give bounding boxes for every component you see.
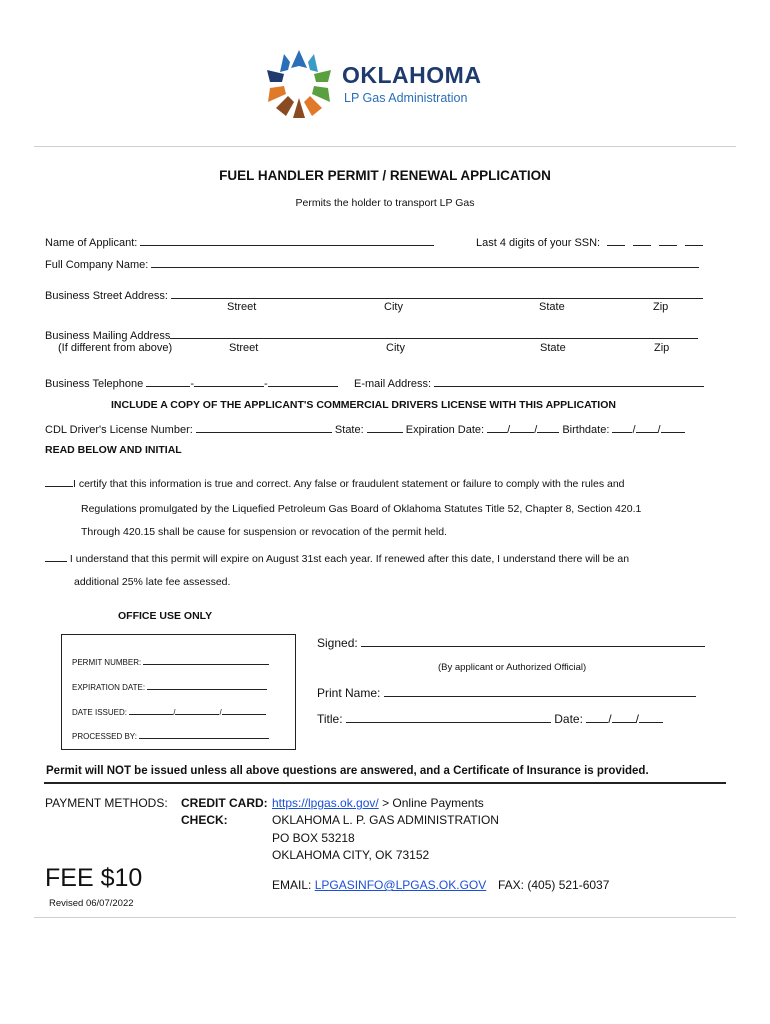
expire-initial-field[interactable] — [45, 551, 67, 562]
birth-day[interactable] — [636, 422, 658, 433]
zip-caption: Zip — [653, 301, 669, 313]
date-label: Date: — [554, 712, 583, 726]
page-subtitle: Permits the holder to transport LP Gas — [295, 197, 475, 209]
mailing-zip-caption: Zip — [654, 342, 670, 354]
page-title: FUEL HANDLER PERMIT / RENEWAL APPLICATION — [219, 168, 551, 183]
birth-year[interactable] — [661, 422, 685, 433]
cdl-exp-year[interactable] — [537, 422, 559, 433]
fee-amount: FEE $10 — [45, 864, 143, 892]
email-field[interactable] — [434, 376, 704, 387]
box-permit-row — [72, 657, 269, 667]
box-processed-label: PROCESSED BY: — [72, 732, 137, 741]
office-use-heading: OFFICE USE ONLY — [118, 610, 213, 622]
print-field[interactable] — [384, 686, 696, 697]
email-contact-row — [272, 878, 486, 892]
company-field[interactable] — [151, 257, 699, 268]
include-notice: INCLUDE A COPY OF THE APPLICANT'S COMMERCIAL DRIVERS LICENSE WITH THIS APPLICATION — [111, 399, 616, 411]
warning-divider — [44, 782, 726, 784]
expire-initial-row — [45, 551, 629, 565]
signed-row — [317, 636, 705, 650]
print-row — [317, 686, 696, 700]
cdl-expiration-label: Expiration Date: — [405, 424, 485, 436]
cdl-label: CDL Driver's License Number: — [45, 424, 193, 436]
state-caption: State — [539, 301, 565, 313]
ssn-digit-field[interactable] — [685, 235, 703, 246]
print-label: Print Name: — [317, 686, 381, 700]
box-issued-row: DATE ISSUED: / / — [72, 707, 266, 717]
name-row — [45, 235, 434, 249]
check-address-3: OKLAHOMA CITY, OK 73152 — [272, 848, 430, 862]
bottom-divider — [34, 917, 736, 918]
revised-date: Revised 06/07/2022 — [49, 898, 134, 909]
phone-prefix-field[interactable] — [194, 376, 264, 387]
check-label: CHECK: — [181, 813, 228, 827]
cdl-state-label: State: — [334, 424, 364, 436]
mailing-label: Business Mailing Address — [45, 330, 171, 342]
cdl-state-field[interactable] — [367, 422, 403, 433]
phone-area-field[interactable] — [146, 376, 190, 387]
box-expiration-label: EXPIRATION DATE: — [72, 683, 146, 692]
date-day[interactable] — [612, 712, 636, 723]
phone-line-field[interactable] — [268, 376, 338, 387]
box-permit-label: PERMIT NUMBER: — [72, 658, 142, 667]
warning-text: Permit will NOT be issued unless all above questions are answered, and a Certificate of Insurance is provided. — [46, 765, 649, 777]
credit-card-row — [272, 796, 484, 810]
phone-label: Business Telephone — [45, 378, 144, 390]
street-field[interactable] — [171, 288, 703, 299]
street-label: Business Street Address: — [45, 290, 168, 302]
company-label: Full Company Name: — [45, 259, 149, 271]
mailing-city-caption: City — [386, 342, 405, 354]
check-address-2: PO BOX 53218 — [272, 831, 355, 845]
mailing-state-caption: State — [540, 342, 566, 354]
cert-line-1: I certify that this information is true and correct. Any false or fraudulent statement or failure to comply with the rules and — [73, 478, 625, 490]
mailing-street-caption: Street — [229, 342, 259, 354]
birthdate-label: Birthdate: — [562, 424, 610, 436]
signed-note: (By applicant or Authorized Official) — [438, 662, 587, 673]
cert-initial-field[interactable] — [45, 476, 73, 487]
payment-link[interactable]: https://lpgas.ok.gov/ — [272, 796, 379, 810]
phone-row: Business Telephone - - — [45, 376, 338, 390]
box-issued-day[interactable] — [175, 707, 219, 715]
date-year[interactable] — [639, 712, 663, 723]
oklahoma-star-icon — [262, 48, 336, 120]
ssn-row — [476, 235, 703, 249]
logo-sub: LP Gas Administration — [344, 91, 468, 105]
cdl-exp-month[interactable] — [487, 422, 507, 433]
cdl-exp-day[interactable] — [510, 422, 534, 433]
cert-initial-row — [45, 476, 625, 490]
email-row — [354, 376, 704, 390]
street-row — [45, 288, 703, 302]
mailing-row — [45, 328, 698, 342]
ssn-label: Last 4 digits of your SSN: — [476, 237, 601, 249]
name-field[interactable] — [140, 235, 434, 246]
online-payments-text: > Online Payments — [382, 796, 484, 810]
top-divider — [34, 146, 736, 147]
expire-line-1: I understand that this permit will expire on August 31st each year. If renewed after this date, I understand there will be an — [69, 553, 630, 565]
box-processed-row — [72, 731, 269, 741]
box-issued-month[interactable] — [129, 707, 173, 715]
credit-card-label: CREDIT CARD: — [181, 796, 268, 810]
cert-line-3: Through 420.15 shall be cause for suspension or revocation of the permit held. — [81, 526, 447, 538]
payment-methods-label: PAYMENT METHODS: — [45, 796, 168, 810]
signed-field[interactable] — [361, 636, 705, 647]
box-issued-label: DATE ISSUED: — [72, 708, 127, 717]
company-row — [45, 257, 699, 271]
cert-line-2: Regulations promulgated by the Liquefied Petroleum Gas Board of Oklahoma Statutes Title 52, Chapter 8, Section 420.1 — [81, 503, 642, 515]
expire-line-2: additional 25% late fee assessed. — [74, 576, 231, 588]
read-below-heading: READ BELOW AND INITIAL — [45, 444, 182, 456]
ssn-digit-field[interactable] — [659, 235, 677, 246]
box-permit-field[interactable] — [143, 657, 269, 665]
office-use-box — [61, 634, 296, 750]
city-caption: City — [384, 301, 403, 313]
cdl-row: CDL Driver's License Number: State: Expiration Date: / / Birthdate: / / — [45, 422, 685, 436]
fax-number: FAX: (405) 521-6037 — [498, 878, 610, 892]
ssn-digit-field[interactable] — [607, 235, 625, 246]
title-label: Title: — [317, 712, 343, 726]
title-row: Title: Date: / / — [317, 712, 663, 726]
box-expiration-row — [72, 682, 267, 692]
street-caption: Street — [227, 301, 257, 313]
mailing-field[interactable] — [170, 328, 698, 339]
ssn-digit-field[interactable] — [633, 235, 651, 246]
signed-label: Signed: — [317, 636, 358, 650]
title-field[interactable] — [346, 712, 551, 723]
email-label: E-mail Address: — [354, 378, 432, 390]
mailing-note: (If different from above) — [58, 342, 173, 354]
check-address-1: OKLAHOMA L. P. GAS ADMINISTRATION — [272, 813, 499, 827]
box-issued-year[interactable] — [222, 707, 266, 715]
name-label: Name of Applicant: — [45, 237, 138, 249]
email-contact-label: EMAIL: — [272, 878, 312, 892]
email-link[interactable]: LPGASINFO@LPGAS.OK.GOV — [314, 878, 487, 892]
date-month[interactable] — [586, 712, 608, 723]
cdl-field[interactable] — [196, 422, 332, 433]
logo — [262, 48, 502, 120]
box-processed-field[interactable] — [139, 731, 269, 739]
logo-name: OKLAHOMA — [342, 62, 482, 88]
birth-month[interactable] — [612, 422, 632, 433]
box-expiration-field[interactable] — [147, 682, 267, 690]
